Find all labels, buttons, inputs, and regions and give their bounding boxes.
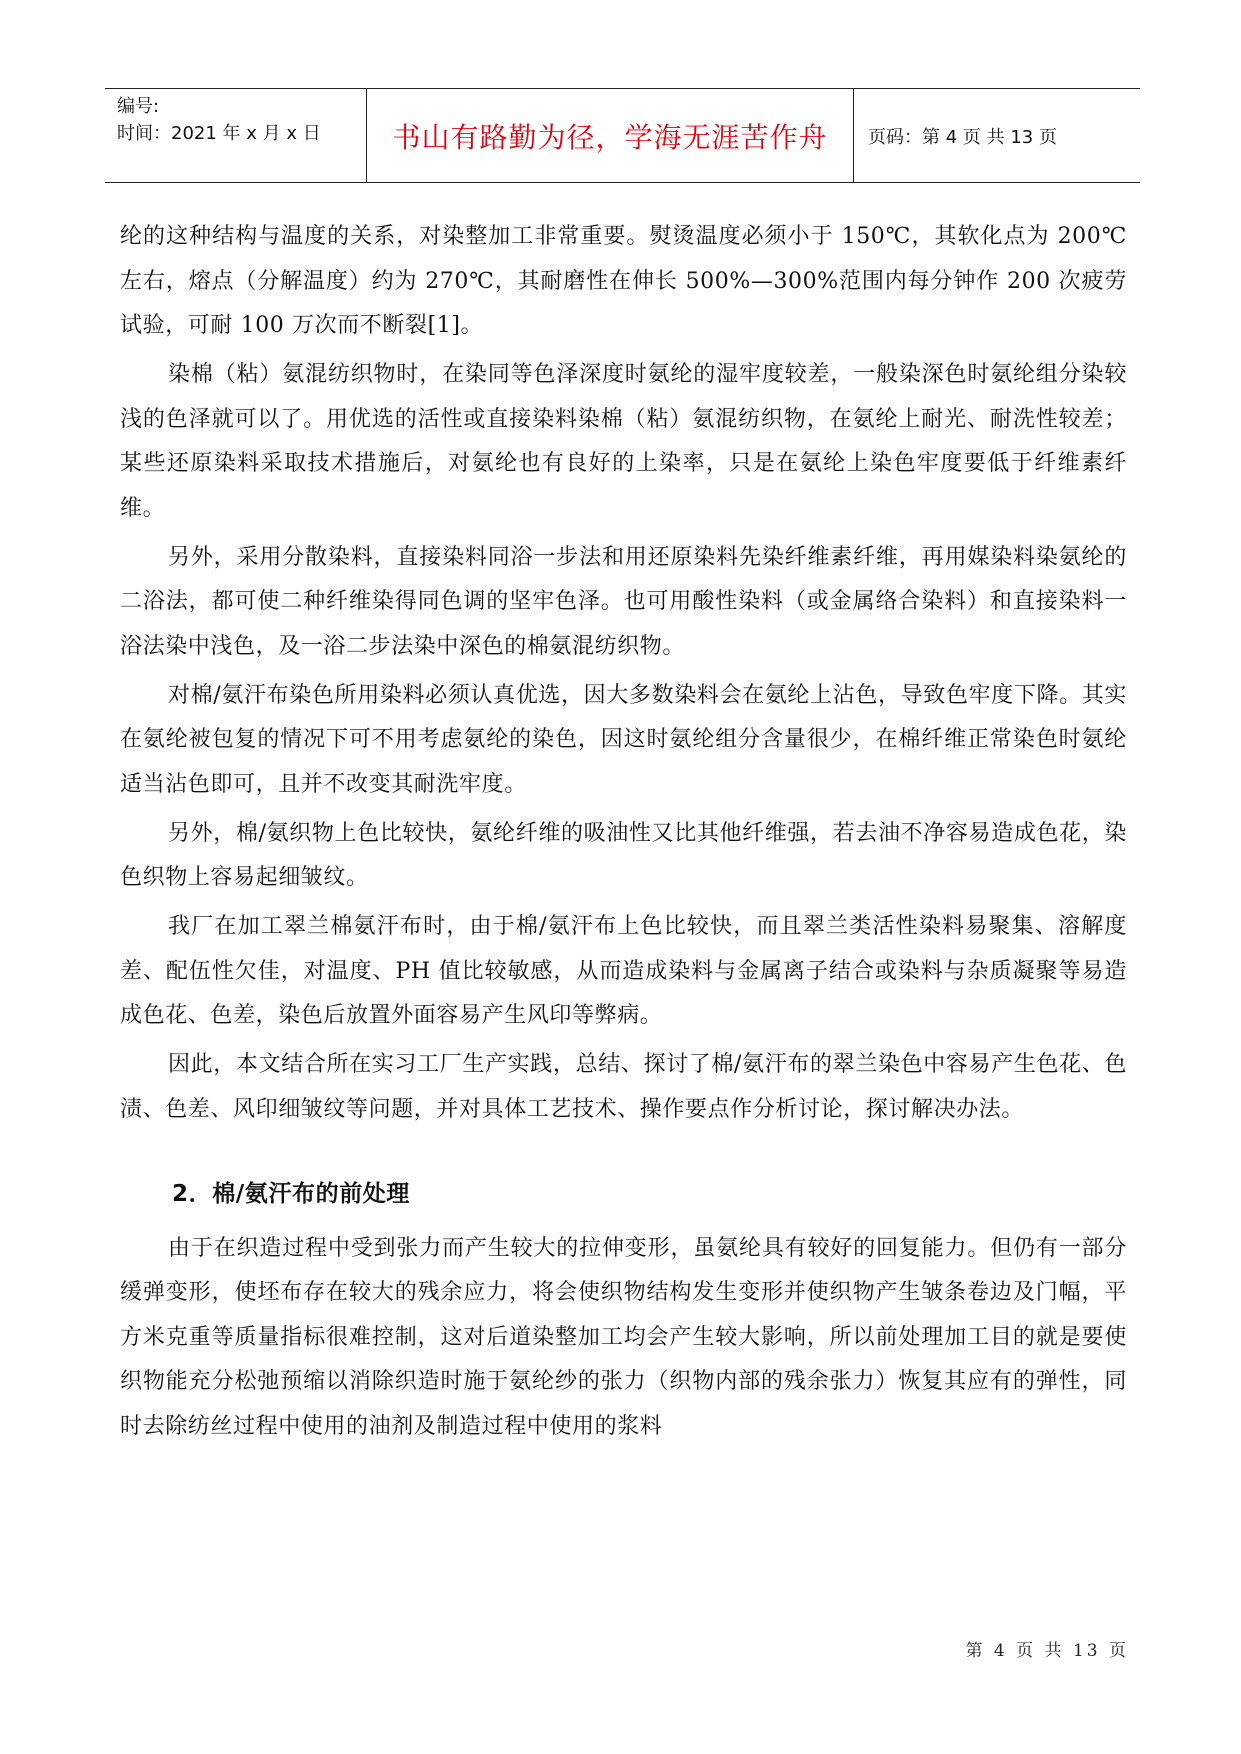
body-paragraph-5: 另外，棉/氨织物上色比较快，氨纶纤维的吸油性又比其他纤维强，若去油不净容易造成色花，染色织物上容易起细皱纹。 xyxy=(120,820,1127,890)
body-paragraph-7: 因此，本文结合所在实习工厂生产实践，总结、探讨了棉/氨汗布的翠兰染色中容易产生色花、色渍、色差、风印细皱纹等问题，并对具体工艺技术、操作要点作分析讨论，探讨解决办法。 xyxy=(120,1052,1127,1122)
motto-text: 书山有路勤为径，学海无涯苦作舟 xyxy=(392,120,828,154)
document-body xyxy=(120,215,1127,1454)
section-heading: 2．棉/氨汗布的前处理 xyxy=(172,1181,411,1207)
body-paragraph-4: 对棉/氨汗布染色所用染料必须认真优选，因大多数染料会在氨纶上沾色，导致色牢度下降。其实在氨纶被包复的情况下可不用考虑氨纶的染色，因这时氨纶组分含量很少，在棉纤维正常染色时氨纶适当沾色即可，且并不改变其耐洗牢度。 xyxy=(120,682,1127,797)
header-page-cell xyxy=(854,89,1140,182)
header-page-info: 页码：第 4 页 共 13 页 xyxy=(868,126,1057,148)
header-meta-cell xyxy=(105,89,367,182)
body-paragraph-6: 我厂在加工翠兰棉氨汗布时，由于棉/氨汗布上色比较快，而且翠兰类活性染料易聚集、溶解度差、配伍性欠佳，对温度、PH 值比较敏感，从而造成染料与金属离子结合或染料与杂质凝聚等易造成色花、色差，染色后放置外面容易产生风印等弊病。 xyxy=(120,914,1127,1028)
header-motto-cell xyxy=(367,89,854,182)
body-paragraph-1: 纶的这种结构与温度的关系，对染整加工非常重要。熨烫温度必须小于 150℃，其软化点为 200℃左右，熔点（分解温度）约为 270℃，其耐磨性在伸长 500%—300%范围内每分钟作 200 次疲劳试验，可耐 100 万次而不断裂[1]。 xyxy=(120,224,1127,338)
body-paragraph-3: 另外，采用分散染料，直接染料同浴一步法和用还原染料先染纤维素纤维，再用媒染料染氨纶的二浴法，都可使二种纤维染得同色调的坚牢色泽。也可用酸性染料（或金属络合染料）和直接染料一浴法染中浅色，及一浴二步法染中深色的棉氨混纺织物。 xyxy=(120,544,1127,659)
section-paragraph-1: 由于在织造过程中受到张力而产生较大的拉伸变形，虽氨纶具有较好的回复能力。但仍有一部分缓弹变形，使坯布存在较大的残余应力，将会使织物结构发生变形并使织物产生皱条卷边及门幅，平方米克重等质量指标很难控制，这对后道染整加工均会产生较大影响，所以前处理加工目的就是要使织物能充分松弛预缩以消除织造时施于氨纶纱的张力（织物内部的残余张力）恢复其应有的弹性，同时去除纺丝过程中使用的油剂及制造过程中使用的浆料 xyxy=(120,1235,1127,1439)
serial-label: 编号: xyxy=(117,96,160,117)
time-label: 时间：2021 年 x 月 x 日 xyxy=(117,123,321,144)
page-footer xyxy=(966,1636,1129,1661)
footer-page-number: 第 4 页 共 13 页 xyxy=(965,1641,1129,1661)
body-paragraph-2: 染棉（粘）氨混纺织物时，在染同等色泽深度时氨纶的湿牢度较差，一般染深色时氨纶组分染较浅的色泽就可以了。用优选的活性或直接染料染棉（粘）氨混纺织物，在氨纶上耐光、耐洗性较差；某些还原染料采取技术措施后，对氨纶也有良好的上染率，只是在氨纶上染色牢度要低于纤维素纤维。 xyxy=(120,362,1127,521)
document-header xyxy=(105,88,1140,183)
